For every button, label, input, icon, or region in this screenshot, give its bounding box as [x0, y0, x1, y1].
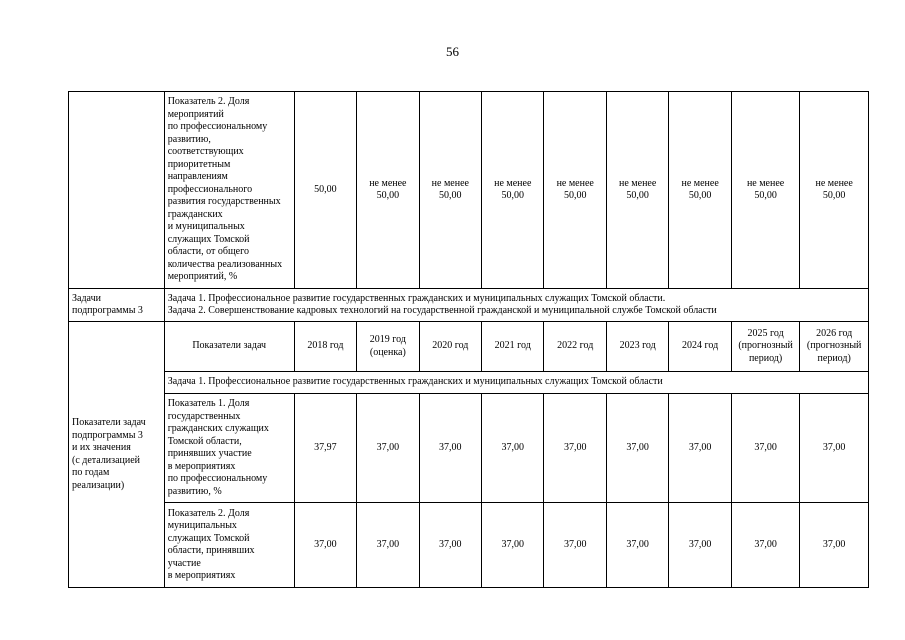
task-indicator-name: Показатель 2. Доля муниципальных служащих Томской области, принявших участие в мероприятиях: [164, 503, 294, 588]
task-indicator-value: 37,00: [731, 503, 800, 588]
empty-label-cell: [69, 92, 165, 289]
task-indicator-value: 37,00: [669, 394, 731, 503]
task-indicator-value: 37,00: [669, 503, 731, 588]
task-indicator-value: 37,00: [544, 503, 606, 588]
task-indicator-value: 37,00: [606, 503, 668, 588]
year-header: 2025 год (прогнозный период): [731, 322, 800, 372]
subprogram-table: [68, 91, 869, 588]
indicator-2-value: не менее 50,00: [669, 92, 731, 289]
indicator-2-value: не менее 50,00: [357, 92, 419, 289]
task-1-title: Задача 1. Профессиональное развитие государственных гражданских и муниципальных служащих Томской области: [164, 372, 868, 394]
year-header: 2024 год: [669, 322, 731, 372]
task-1-title-row: [69, 372, 869, 394]
task-indicators-label: Показатели задач подпрограммы 3 и их значения (с детализацией по годам реализации): [69, 322, 165, 588]
task-indicator-value: 37,00: [482, 394, 544, 503]
task-indicator-value: 37,00: [357, 394, 419, 503]
task-indicator-row: [69, 503, 869, 588]
task-indicator-row: [69, 394, 869, 503]
indicator-2-value: не менее 50,00: [482, 92, 544, 289]
year-header: 2026 год (прогнозный период): [800, 322, 869, 372]
task-indicator-value: 37,00: [606, 394, 668, 503]
task-indicator-value: 37,00: [800, 394, 869, 503]
indicator-2-value: не менее 50,00: [731, 92, 800, 289]
year-header: 2020 год: [419, 322, 481, 372]
page-number: 56: [446, 44, 459, 59]
tasks-row: [69, 289, 869, 322]
year-header: 2023 год: [606, 322, 668, 372]
task-indicator-value: 37,00: [419, 503, 481, 588]
task-indicator-value: 37,00: [294, 503, 356, 588]
indicator-2-name: Показатель 2. Доля мероприятий по профессиональному развитию, соответствующих приоритетным направлениям профессионального развития государственных гражданских и муниципальных служащих Томской области, от общего количества реализованных мероприятий, %: [164, 92, 294, 289]
task-indicator-value: 37,97: [294, 394, 356, 503]
task-indicator-name: Показатель 1. Доля государственных гражданских служащих Томской области, принявших участие в мероприятиях по профессиональному развитию, %: [164, 394, 294, 503]
year-header: 2018 год: [294, 322, 356, 372]
indicator-2-value: не менее 50,00: [419, 92, 481, 289]
task-indicator-value: 37,00: [357, 503, 419, 588]
indicator-2-row: [69, 92, 869, 289]
tasks-text: Задача 1. Профессиональное развитие государственных гражданских и муниципальных служащих Томской области. Задача 2. Совершенствование кадровых технологий на государственной гражданской и муниципальной службе Томской области: [164, 289, 868, 322]
tasks-label: Задачи подпрограммы 3: [69, 289, 165, 322]
indicator-2-value: не менее 50,00: [606, 92, 668, 289]
year-header: 2022 год: [544, 322, 606, 372]
task-indicator-value: 37,00: [482, 503, 544, 588]
task-indicator-value: 37,00: [544, 394, 606, 503]
header-indicators-label: Показатели задач: [164, 322, 294, 372]
indicator-2-value: не менее 50,00: [544, 92, 606, 289]
indicator-2-base-value: 50,00: [294, 92, 356, 289]
year-header: 2021 год: [482, 322, 544, 372]
year-header: 2019 год (оценка): [357, 322, 419, 372]
task-indicator-value: 37,00: [419, 394, 481, 503]
indicator-2-value: не менее 50,00: [800, 92, 869, 289]
task-indicator-value: 37,00: [800, 503, 869, 588]
task-indicator-value: 37,00: [731, 394, 800, 503]
task-indicators-header-row: [69, 322, 869, 372]
